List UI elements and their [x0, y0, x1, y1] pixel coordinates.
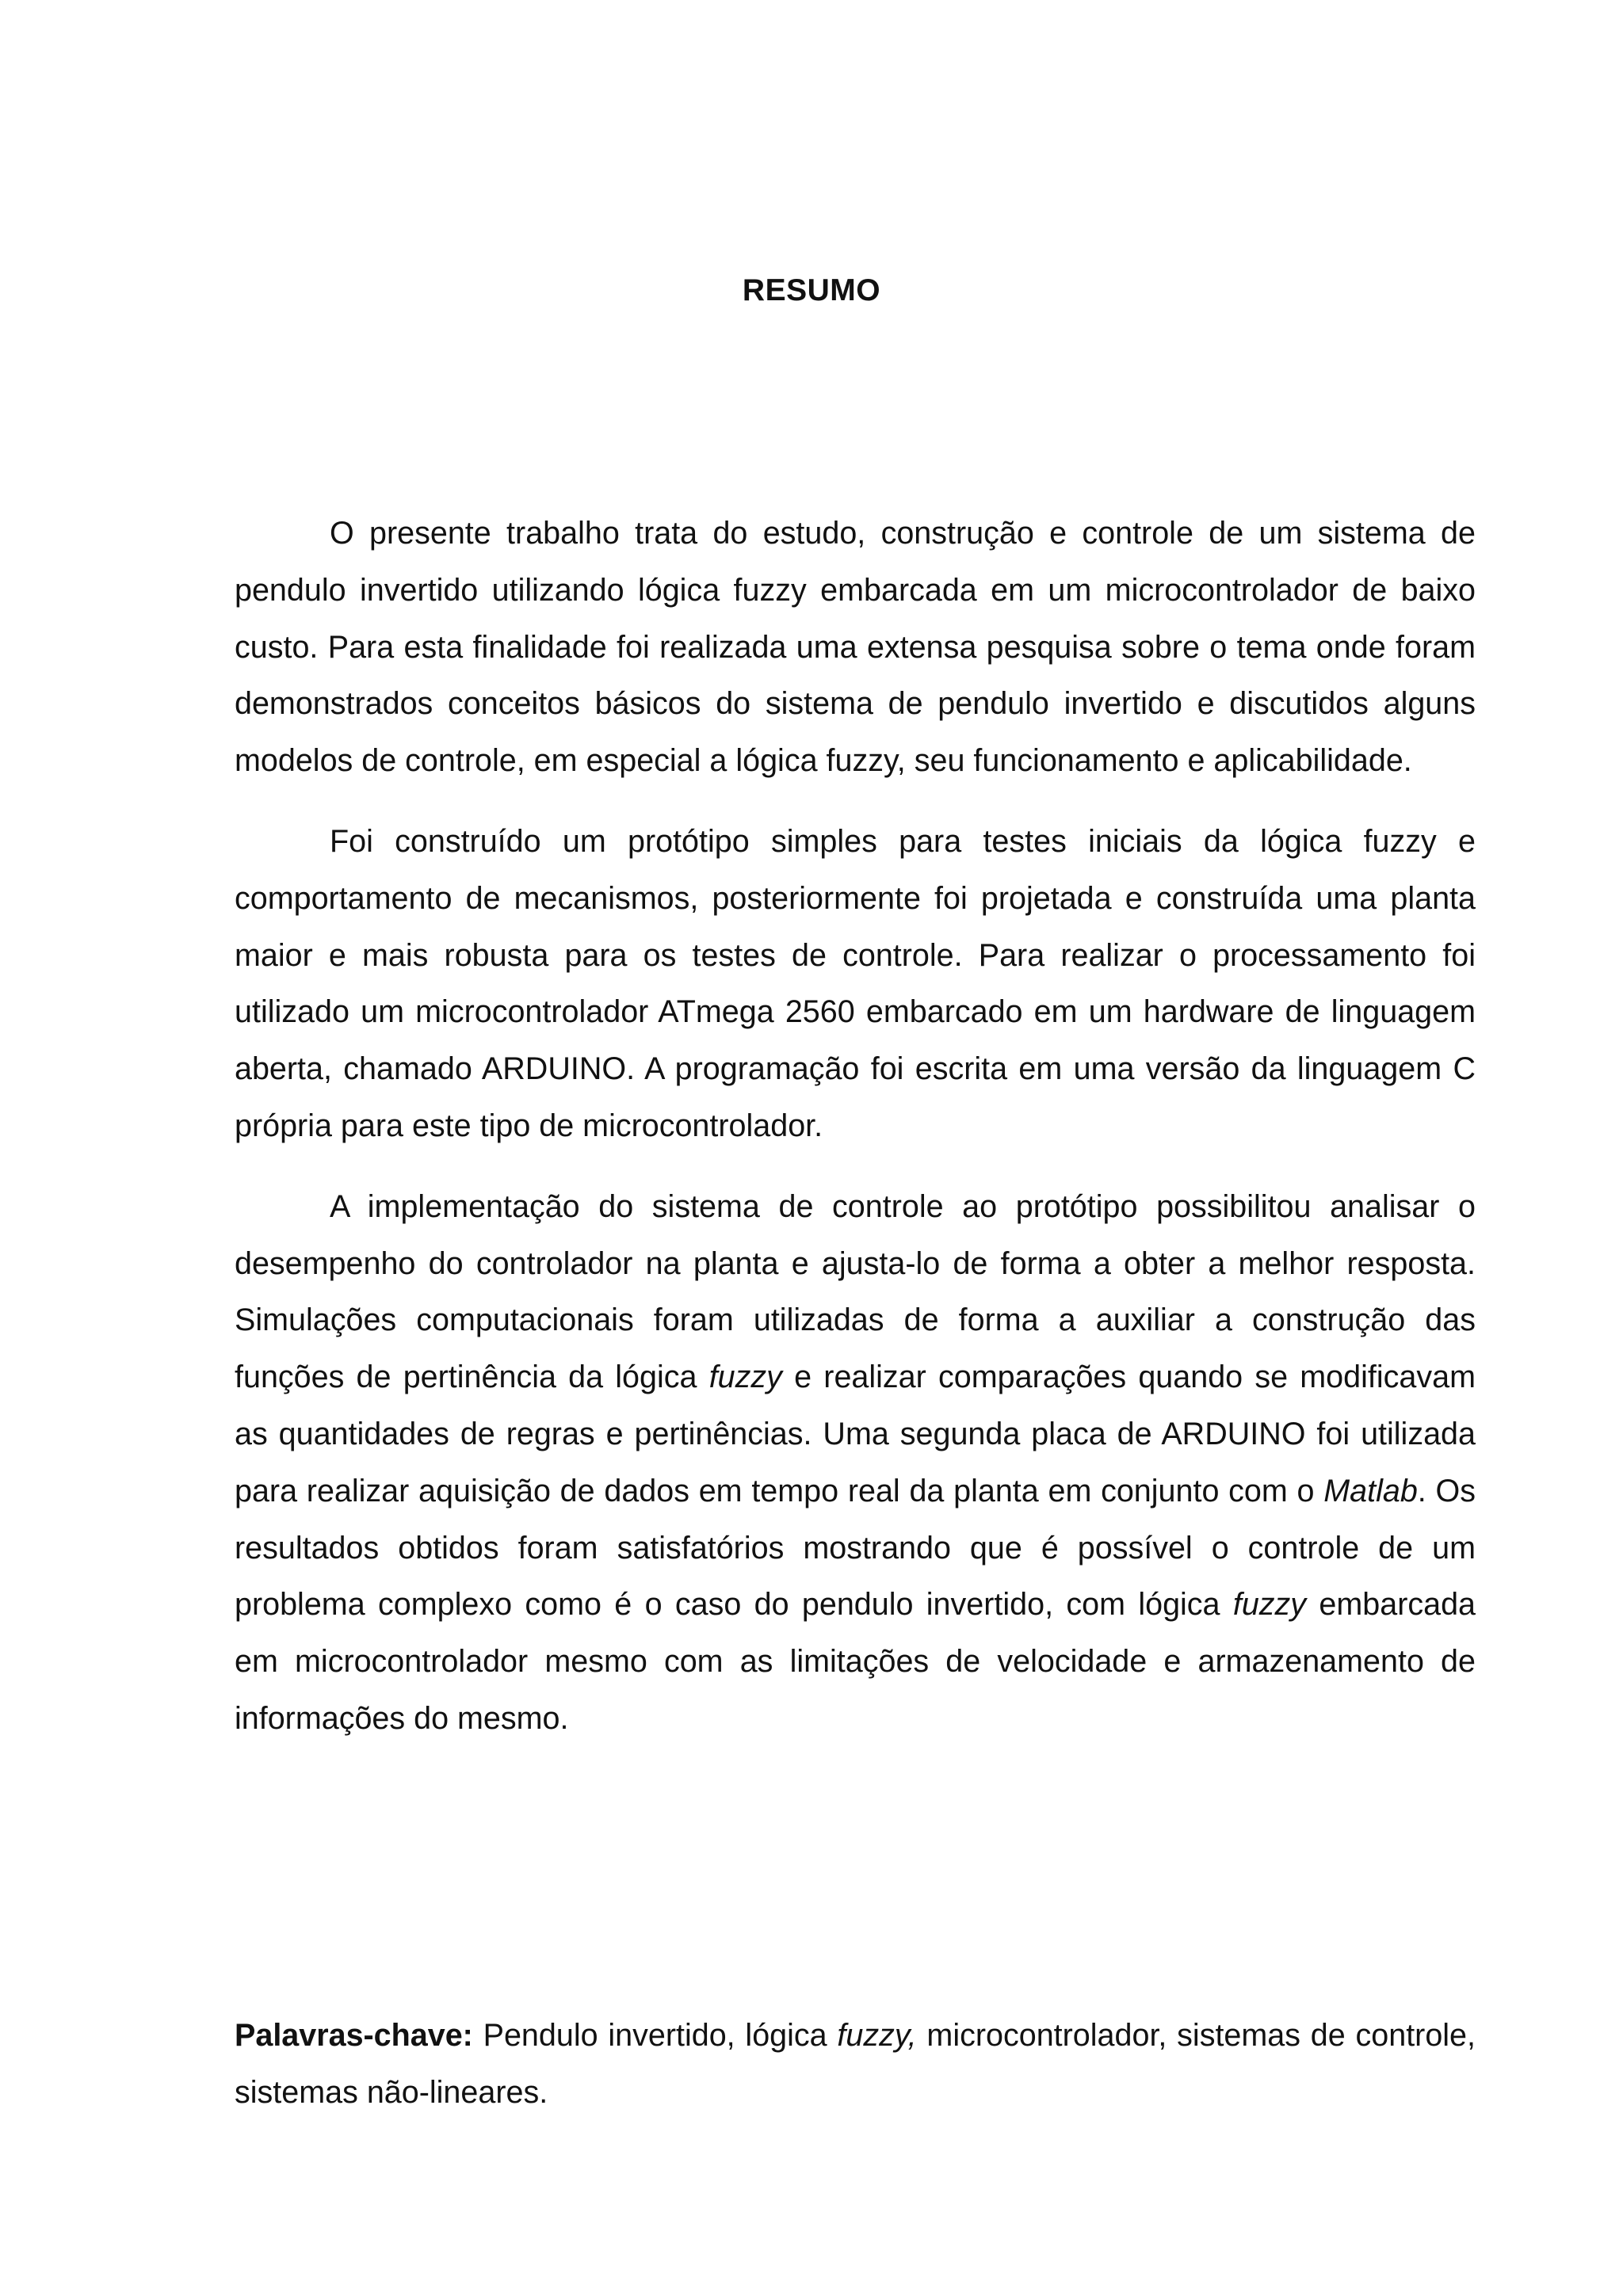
page-title: RESUMO: [742, 273, 881, 307]
paragraph-3-text-3: . Os resultados obtidos foram satisfatórios mostrando que é possível o controle de um problema complexo como é o caso do pendulo invertido, com lógica: [235, 1473, 1476, 1623]
keywords-text-2: microcontrolador, sistemas de controle, sistemas não-lineares.: [235, 2018, 1476, 2110]
paragraph-2: Foi construído um protótipo simples para testes iniciais da lógica fuzzy e comportamento de mecanismos, posteriormente foi projetada e construída uma planta maior e mais robusta para os testes de controle. Para realizar o processamento foi utilizado um microcontrolador ATmega 2560 embarcado em um hardware de linguagem aberta, chamado ARDUINO. A programação foi escrita em uma versão da linguagem C própria para este tipo de microcontrolador.: [235, 823, 1476, 1143]
paragraph-3-text-2: e realizar comparações quando se modificavam as quantidades de regras e pertinências. Uma segunda placa de ARDUINO foi utilizada para realizar aquisição de dados em tempo real da planta em conjunto com o: [235, 1360, 1476, 1508]
paragraph-3-text-4: embarcada em microcontrolador mesmo com as limitações de velocidade e armazenamento de informações do mesmo.: [235, 1587, 1476, 1736]
keywords-label: Palavras-chave:: [235, 2018, 473, 2053]
paragraph-3-matlab-term: Matlab: [1323, 1473, 1418, 1508]
paragraph-3-fuzzy-term-2: fuzzy: [1232, 1587, 1307, 1623]
keywords-fuzzy-term: fuzzy,: [837, 2018, 917, 2053]
paragraph-3: [235, 1179, 1476, 1748]
keywords: [235, 2008, 1476, 2122]
paragraph-1: O presente trabalho trata do estudo, construção e controle de um sistema de pendulo invertido utilizando lógica fuzzy embarcada em um microcontrolador de baixo custo. Para esta finalidade foi realizada uma extensa pesquisa sobre o tema onde foram demonstrados conceitos básicos do sistema de pendulo invertido e discutidos alguns modelos de controle, em especial a lógica fuzzy, seu funcionamento e aplicabilidade.: [235, 516, 1476, 779]
keywords-text-1: Pendulo invertido, lógica: [472, 2018, 838, 2053]
paragraph-3-text-1: A implementação do sistema de controle ao protótipo possibilitou analisar o desempenho do controlador na planta e ajusta-lo de forma a obter a melhor resposta. Simulações computacionais foram utilizadas de forma a auxiliar a construção das funções de pertinência da lógica: [235, 1188, 1476, 1395]
paragraph-3-fuzzy-term-1: fuzzy: [708, 1360, 782, 1395]
abstract-body: [235, 505, 1476, 1772]
